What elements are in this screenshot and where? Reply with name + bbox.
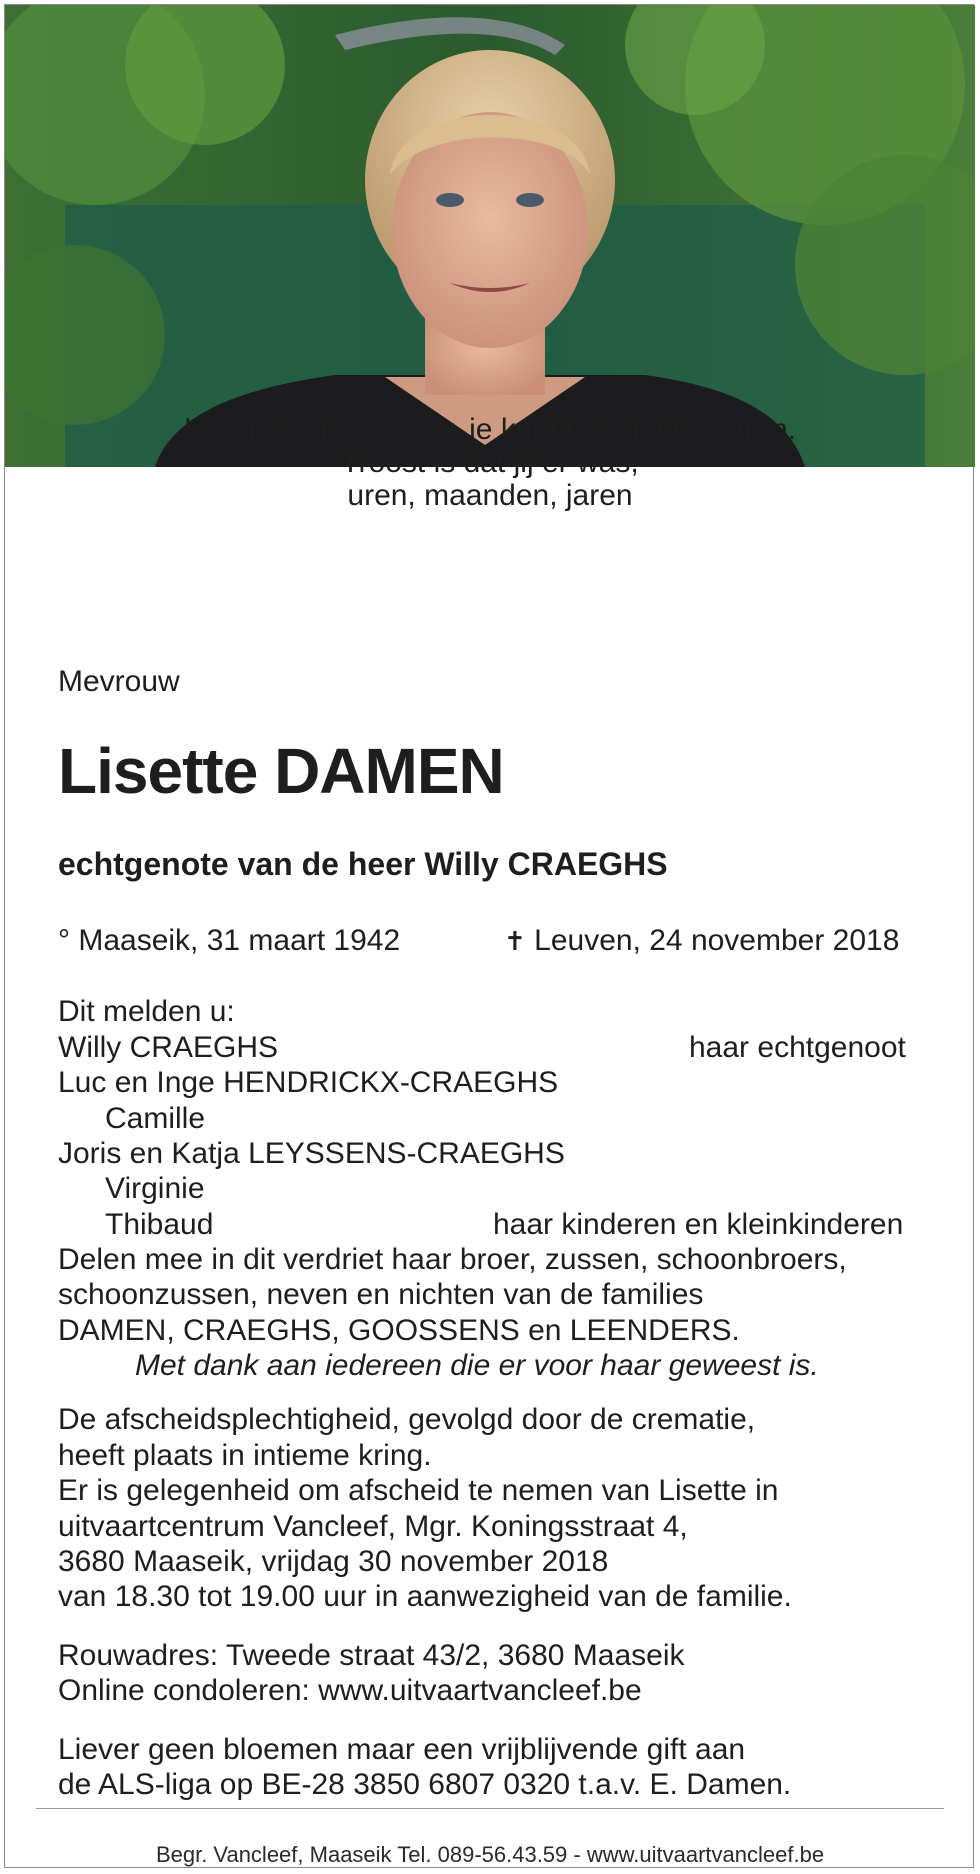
sharing-line-2: schoonzussen, neven en nichten van de families <box>58 1278 704 1311</box>
ceremony-line-4: uitvaartcentrum Vancleef, Mgr. Koningsstraat 4, <box>58 1510 688 1543</box>
ceremony-line-1: De afscheidsplechtigheid, gevolgd door de crematie, <box>58 1403 756 1436</box>
sharing-line-3: DAMEN, CRAEGHS, GOOSSENS en LEENDERS. <box>58 1314 740 1347</box>
portrait-image <box>5 5 975 467</box>
ceremony-line-2: heeft plaats in intieme kring. <box>58 1439 432 1472</box>
grandchild-2: Virginie <box>105 1172 205 1205</box>
family-intro: Dit melden u: <box>58 995 235 1028</box>
cross-icon: ✝ <box>504 926 526 956</box>
spouse-role: haar echtgenoot <box>689 1031 906 1064</box>
grandchild-1: Camille <box>105 1102 206 1135</box>
sharing-line-1: Delen mee in dit verdriet haar broer, zussen, schoonbroers, <box>58 1243 847 1276</box>
death-date: Leuven, 24 november 2018 <box>534 924 900 957</box>
child-2: Joris en Katja LEYSSENS-CRAEGHS <box>58 1137 565 1170</box>
thanks-line: Met dank aan iedereen die er voor haar geweest is. <box>135 1349 819 1382</box>
death-date-line <box>504 923 899 959</box>
poem-line-2: Troost is dat jij er was, <box>341 446 639 479</box>
salutation: Mevrouw <box>58 665 180 698</box>
poem-line-3: uren, maanden, jaren <box>347 479 633 512</box>
ceremony-line-5: 3680 Maaseik, vrijdag 30 november 2018 <box>58 1545 609 1578</box>
funeral-home-footer: Begr. Vancleef, Maaseik Tel. 089-56.43.59 - www.uitvaartvancleef.be <box>155 1842 825 1867</box>
portrait-photo <box>5 5 975 467</box>
deceased-name: Lisette DAMEN <box>58 735 504 807</box>
poem-line-1: Leven is als sneeuw, je kunt het niet bewaren. <box>183 413 797 446</box>
child-1: Luc en Inge HENDRICKX-CRAEGHS <box>58 1066 559 1099</box>
ceremony-line-6: van 18.30 tot 19.00 uur in aanwezigheid van de familie. <box>58 1580 792 1613</box>
grandchild-3: Thibaud <box>105 1208 214 1241</box>
donation-line-2: de ALS-liga op BE-28 3850 6807 0320 t.a.v. E. Damen. <box>58 1768 792 1801</box>
online-condolences: Online condoleren: www.uitvaartvancleef.be <box>58 1674 642 1707</box>
spouse-name: Willy CRAEGHS <box>58 1031 279 1064</box>
footer-divider <box>36 1808 944 1809</box>
spouse-line: echtgenote van de heer Willy CRAEGHS <box>58 846 668 882</box>
ceremony-line-3: Er is gelegenheid om afscheid te nemen van Lisette in <box>58 1474 779 1507</box>
mourning-address: Rouwadres: Tweede straat 43/2, 3680 Maaseik <box>58 1639 685 1672</box>
birth-date: ° Maaseik, 31 maart 1942 <box>58 924 401 957</box>
children-role: haar kinderen en kleinkinderen <box>493 1208 904 1241</box>
donation-line-1: Liever geen bloemen maar een vrijblijvende gift aan <box>58 1733 746 1766</box>
